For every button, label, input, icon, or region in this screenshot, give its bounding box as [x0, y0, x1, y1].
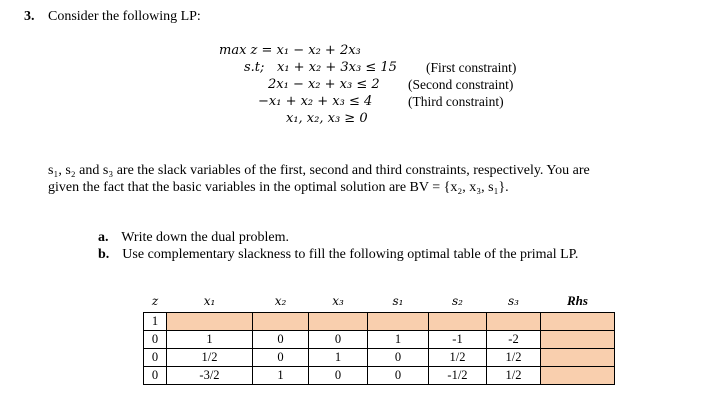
cell: -1/2 — [429, 367, 487, 385]
question-number: 3. — [24, 9, 35, 24]
constraint-2-note: (Second constraint) — [408, 77, 514, 92]
header-z: z — [151, 294, 159, 308]
table-row — [144, 349, 615, 367]
cell: 0 — [144, 367, 167, 385]
cell: 1 — [144, 313, 167, 331]
constraint-1: x₁ + x₂ + 3x₃ ≤ 15 — [277, 60, 397, 75]
paragraph-line-2: given the fact that the basic variables in the optimal solution are BV = {x₂, x₃, s₁}. — [48, 180, 509, 195]
answer-cell[interactable] — [368, 313, 429, 331]
task-a-label: a. — [98, 230, 109, 245]
cell: 1 — [309, 349, 368, 367]
answer-cell[interactable] — [541, 331, 615, 349]
cell: 1 — [167, 331, 253, 349]
cell: 1/2 — [487, 367, 541, 385]
cell: 1 — [368, 331, 429, 349]
cell: 1/2 — [487, 349, 541, 367]
optimal-tableau — [143, 290, 615, 385]
cell: 1 — [253, 367, 309, 385]
header-x1: x₁ — [203, 294, 216, 308]
answer-cell[interactable] — [253, 313, 309, 331]
question-text: Consider the following LP: — [48, 9, 201, 24]
answer-cell[interactable] — [541, 367, 615, 385]
answer-cell[interactable] — [167, 313, 253, 331]
paragraph-line-1: s₁, s₂ and s₃ are the slack variables of the first, second and third constraints, respectively. You are — [48, 163, 590, 178]
table-row — [144, 367, 615, 385]
cell: 0 — [368, 367, 429, 385]
answer-cell[interactable] — [309, 313, 368, 331]
cell: 1/2 — [167, 349, 253, 367]
task-b — [98, 247, 578, 263]
cell: 0 — [253, 331, 309, 349]
header-x3: x₃ — [332, 294, 344, 308]
answer-cell[interactable] — [429, 313, 487, 331]
cell: 0 — [253, 349, 309, 367]
task-a — [98, 230, 289, 246]
objective-function: max z = x₁ − x₂ + 2x₃ — [219, 43, 361, 58]
cell: 0 — [144, 331, 167, 349]
constraint-3: −x₁ + x₂ + x₃ ≤ 4 — [258, 94, 373, 109]
constraint-1-note: (First constraint) — [426, 60, 517, 75]
cell: -3/2 — [167, 367, 253, 385]
answer-cell[interactable] — [541, 349, 615, 367]
task-a-text: Write down the dual problem. — [121, 230, 290, 245]
cell: 0 — [309, 367, 368, 385]
header-s3: s₃ — [508, 294, 519, 308]
cell: 0 — [368, 349, 429, 367]
task-b-text: Use complementary slackness to fill the following optimal table of the primal LP. — [122, 247, 579, 262]
st-prefix: s.t; — [244, 60, 265, 75]
cell: 0 — [144, 349, 167, 367]
answer-cell[interactable] — [541, 313, 615, 331]
header-s1: s₁ — [392, 294, 404, 308]
task-b-label: b. — [98, 247, 110, 262]
header-s2: s₂ — [452, 294, 463, 308]
nonnegativity: x₁, x₂, x₃ ≥ 0 — [286, 111, 368, 126]
constraint-3-note: (Third constraint) — [408, 94, 504, 109]
cell: -1 — [429, 331, 487, 349]
answer-cell[interactable] — [487, 313, 541, 331]
constraint-2: 2x₁ − x₂ + x₃ ≤ 2 — [268, 77, 380, 92]
table-row — [144, 313, 615, 331]
cell: 1/2 — [429, 349, 487, 367]
table-row — [144, 331, 615, 349]
header-rhs: Rhs — [567, 293, 588, 308]
cell: -2 — [487, 331, 541, 349]
cell: 0 — [309, 331, 368, 349]
header-x2: x₂ — [274, 294, 287, 308]
tableau-header-row — [144, 290, 615, 313]
